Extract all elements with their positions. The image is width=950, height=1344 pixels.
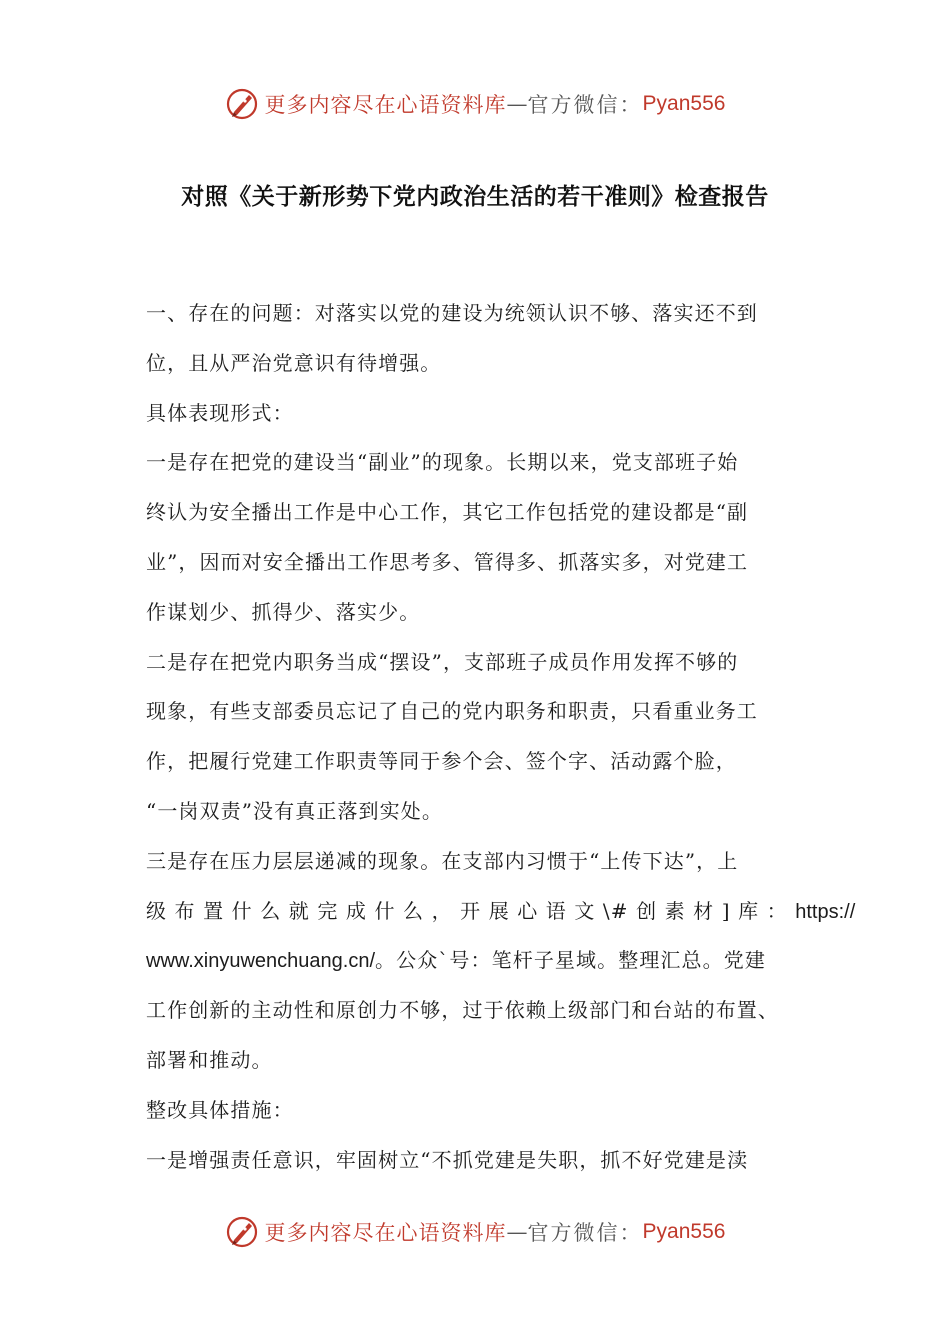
body-line: 位，且从严治党意识有待增强。 <box>146 350 442 375</box>
banner-wechat-id: Pyan556 <box>642 1220 726 1243</box>
body-line: 业”，因而对安全播出工作思考多、管得多、抓落实多，对党建工 <box>146 549 749 574</box>
url-fragment: https:// <box>795 900 856 923</box>
document-body <box>146 289 856 1185</box>
body-line: “一岗双责”没有真正落到实处。 <box>146 798 443 823</box>
banner-wechat-label: 官方微信： <box>527 93 643 117</box>
body-line: 三是存在压力层层递减的现象。在支部内习惯于“上传下达”，上 <box>146 848 739 873</box>
body-line: 终认为安全播出工作是中心工作，其它工作包括党的建设都是“副 <box>146 500 749 525</box>
body-line: 作谋划少、抓得少、落实少。 <box>146 599 421 624</box>
document-title: 对照《关于新形势下党内政治生活的若干准则》检查报告 <box>181 184 769 210</box>
body-line: 部署和推动。 <box>146 1047 273 1072</box>
body-line: 一是增强责任意识，牢固树立“不抓党建是失职，抓不好党建是渎 <box>146 1147 749 1172</box>
banner-dash: — <box>506 1220 528 1244</box>
header-banner <box>0 84 950 124</box>
body-line: 作，把履行党建工作职责等同于参个会、签个字、活动露个脸， <box>146 749 737 774</box>
body-line-with-url <box>146 936 808 986</box>
pen-logo-icon <box>225 1215 259 1249</box>
banner-brand-text: 更多内容尽在心语资料库 <box>264 1221 507 1245</box>
banner-brand-text: 更多内容尽在心语资料库 <box>264 93 507 117</box>
body-line: 一、存在的问题：对落实以党的建设为统领认识不够、落实还不到 <box>146 301 758 325</box>
body-line-with-url <box>146 887 856 937</box>
banner-dash: — <box>506 92 528 116</box>
body-line-text: 级 布 置 什 么 就 完 成 什 么 ， 开 展 心 语 文 \# 创 素 材 ] 库 ： <box>146 898 788 923</box>
pen-logo-icon <box>225 87 259 121</box>
body-line: 二是存在把党内职务当成“摆设”，支部班子成员作用发挥不够的 <box>146 649 739 674</box>
footer-banner <box>0 1212 950 1252</box>
banner-wechat-id: Pyan556 <box>642 92 726 115</box>
banner-wechat-label: 官方微信： <box>527 1221 643 1245</box>
body-line: 现象，有些支部委员忘记了自己的党内职务和职责，只看重业务工 <box>146 699 758 724</box>
body-line: 具体表现形式： <box>146 400 294 425</box>
body-line: 工作创新的主动性和原创力不够，过于依赖上级部门和台站的布置、 <box>146 998 779 1023</box>
url-domain: www.xinyuwenchuang.cn/ <box>146 950 376 973</box>
body-line: 一是存在把党的建设当“副业”的现象。长期以来，党支部班子始 <box>146 450 739 475</box>
body-line-text: 。公众`号：笔杆子星域。整理汇总。党建 <box>375 948 766 973</box>
body-line: 整改具体措施： <box>146 1097 294 1122</box>
